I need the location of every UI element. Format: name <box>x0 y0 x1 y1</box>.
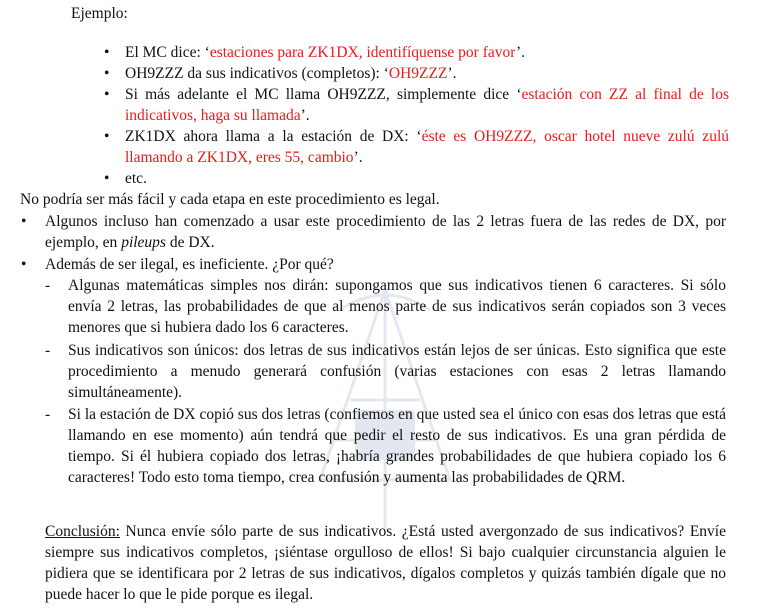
bullet-symbol: • <box>104 128 110 145</box>
example-text-end: ’. <box>353 149 363 166</box>
point-text: Algunas matemáticas simples nos dirán: supongamos que sus indicativos tienen 6 caracteres. Si sólo envía 2 letras, las probabilidades de que al menos parte de sus indicativos serán copiados son 3 veces menores que si hubiera dado los 6 caracteres. <box>68 277 726 336</box>
example-text: OH9ZZZ da sus indicativos (completos): ‘ <box>125 65 389 82</box>
conclusion-paragraph <box>45 521 726 605</box>
example-quote: estaciones para ZK1DX, identifíquense por favor <box>209 44 516 61</box>
point-text: Si la estación de DX copió sus dos letras (confiemos en que usted sea el único con esas dos letras que está llamando en ese momento) aún tendrá que pedir el resto de sus indicativos. Es una gran pérdida de tiempo. Si él hubiera copiado dos letras, ¡habría grandes probabilidades de que hubiera copiado los 6 caracteres! Todo esto toma tiempo, crea confusión y aumenta las probabilidades de QRM. <box>68 406 726 486</box>
bullet-text: Además de ser ilegal, es ineficiente. ¿Por qué? <box>45 256 334 273</box>
example-text-end: ’. <box>515 44 526 61</box>
example-quote: éste es OH9ZZZ, oscar hotel nueve zulú zulú llamando a ZK1DX, eres 55, cambio <box>125 128 729 166</box>
example-quote: OH9ZZZ <box>388 65 448 82</box>
bullet-symbol: • <box>21 213 27 230</box>
example-text: El MC dice: ‘ <box>125 44 210 61</box>
bullet-symbol: • <box>104 65 110 82</box>
conclusion-label: Conclusión: <box>45 523 120 540</box>
point-text: Sus indicativos son únicos: dos letras de sus indicativos están lejos de ser únicas. Esto significa que este procedimiento a menudo generará confusión (varias estaciones con esas 2 letras llamando simultáneamente). <box>68 342 726 401</box>
example-text: ZK1DX ahora llama a la estación de DX: ‘ <box>125 128 422 145</box>
example-text-end: ’. <box>300 107 310 124</box>
example-text-end: ’. <box>447 65 457 82</box>
example-text: etc. <box>125 170 147 187</box>
bullet-text-end: de DX. <box>165 234 215 251</box>
example-heading: Ejemplo: <box>71 5 128 22</box>
bullet-text: Algunos incluso han comenzado a usar este procedimiento de las 2 letras fuera de las redes de DX, por ejemplo, en <box>45 213 726 251</box>
bullet-symbol: • <box>104 170 110 187</box>
dash-symbol: - <box>45 342 51 359</box>
bullet-symbol: • <box>104 86 110 103</box>
dash-symbol: - <box>45 277 51 294</box>
bullet-symbol: • <box>104 44 110 61</box>
example-text: Si más adelante el MC llama OH9ZZZ, simplemente dice ‘ <box>125 86 522 103</box>
bullet-symbol: • <box>21 256 27 273</box>
conclusion-text: Nunca envíe sólo parte de sus indicativos. ¿Está usted avergonzado de sus indicativos? Envíe siempre sus indicativos completos, ¡siéntase orgulloso de ellos! Si bajo cualquier circunstancia alguien le pidiera que se identificara por 2 letras de sus indicativos, dígalos completos y quizás también dígale que no puede hacer lo que le pide porque es ilegal. <box>45 523 726 603</box>
example-quote: estación con ZZ al final de los indicativos, haga su llamada <box>125 86 729 124</box>
dash-symbol: - <box>45 406 51 423</box>
bullet-emphasis: pileups <box>121 234 166 251</box>
legal-statement: No podría ser más fácil y cada etapa en este procedimiento es legal. <box>20 191 440 208</box>
